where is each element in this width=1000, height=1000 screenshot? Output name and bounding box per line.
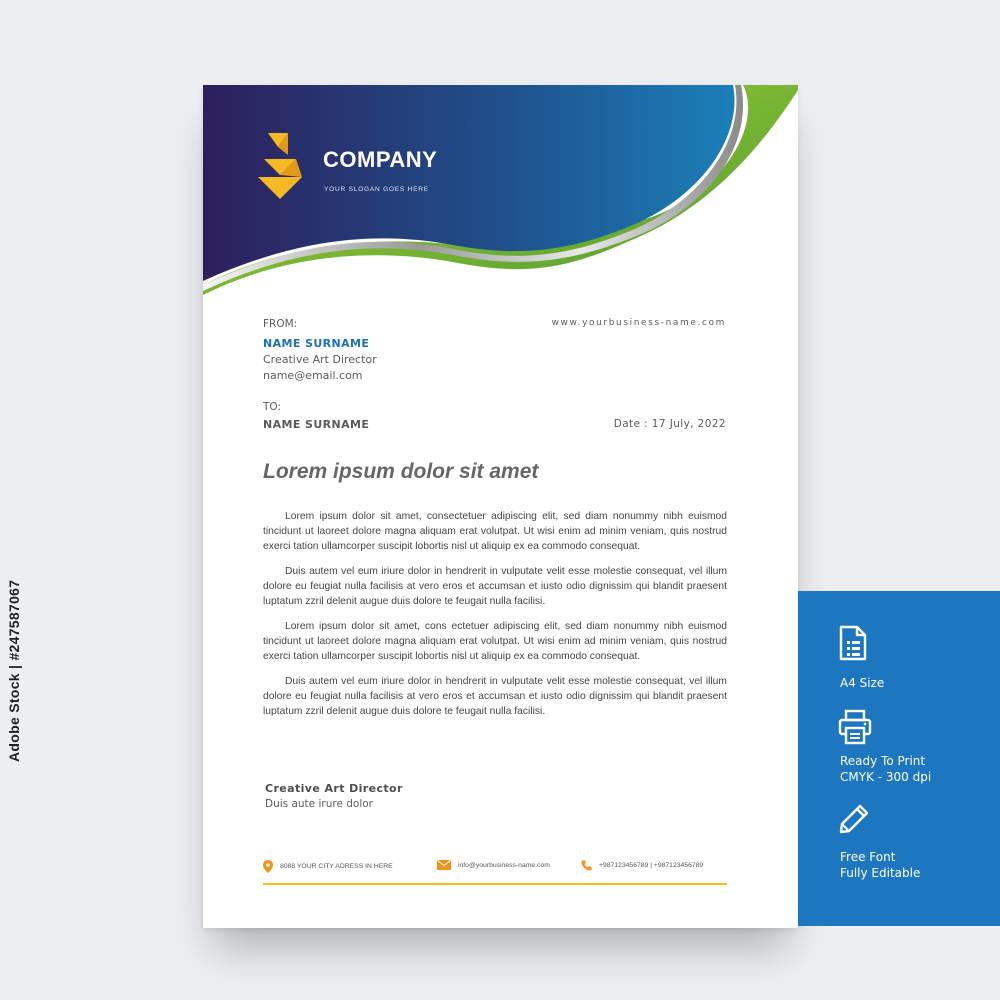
sender-name: NAME SURNAME — [263, 337, 370, 350]
sender-role: Creative Art Director — [263, 353, 377, 366]
feature-label: A4 Size — [840, 676, 885, 690]
feature-a4-size — [840, 675, 884, 691]
document-icon — [838, 625, 868, 661]
company-logo-icon — [258, 133, 304, 199]
signature-subtitle: Duis aute irure dolor — [265, 798, 373, 810]
company-slogan: YOUR SLOGAN GOES HERE — [324, 186, 429, 193]
letter-date: Date : 17 July, 2022 — [613, 418, 726, 430]
recipient-name: NAME SURNAME — [263, 418, 370, 431]
header-wave-banner — [203, 85, 798, 315]
feature-free-font — [840, 849, 920, 881]
body-paragraph: Duis autem vel eum iriure dolor in hendrerit in vulputate velit esse molestie consequat, vel illum dolore eu feugiat nulla facilisis at vero eros et accumsan et iusto odio dignissim qui blandit praesent luptatum zzril delenit augue duis dolore te feugait nulla facilisi. — [263, 566, 727, 607]
footer-phone — [581, 860, 703, 871]
feature-label: CMYK - 300 dpi — [840, 770, 932, 784]
feature-label: Ready To Print — [840, 754, 926, 768]
body-paragraph: Duis autem vel eum iriure dolor in hendrerit in vulputate velit esse molestie consequat, vel illum dolore eu feugiat nulla facilisis at vero eros et accumsan et iusto odio dignissim qui blandit praesent luptatum zzril delenit augue duis dolore te feugait nulla facilisi. — [263, 676, 727, 717]
company-name: COMPANY — [323, 147, 438, 172]
feature-label: Free Font — [840, 850, 896, 864]
sender-email: name@email.com — [263, 369, 363, 382]
signature-title: Creative Art Director — [265, 782, 403, 795]
phone-icon — [581, 860, 592, 871]
printer-icon — [838, 709, 872, 745]
envelope-icon — [437, 860, 451, 870]
website-url: www.yourbusiness-name.com — [551, 318, 726, 328]
body-paragraph: Lorem ipsum dolor sit amet, cons ectetuer adipiscing elit, sed diam nonummy nibh euismod tincidunt ut laoreet dolore magna aliquam erat volutpat. Ut wisi enim ad minim veniam, quis nostrud exerci tation ullamcorper suscipit lobortis nisl ut aliquip ex ea commodo consequat. — [263, 621, 727, 662]
letterhead-page — [203, 85, 798, 928]
footer-phone-text: +987123456789 | +987123456789 — [599, 862, 704, 869]
footer-address-text: 8088 YOUR CITY ADRESS IN HERE — [280, 863, 393, 870]
pencil-icon — [838, 803, 870, 835]
from-label: FROM: — [263, 318, 298, 330]
footer-email-text: info@yourbusiness-name.com — [458, 861, 550, 869]
stock-id-label: Adobe Stock | #247587067 — [6, 579, 22, 762]
footer-divider — [263, 883, 727, 885]
to-label: TO: — [263, 401, 282, 413]
feature-label: Fully Editable — [840, 866, 921, 880]
footer-email — [437, 860, 550, 870]
footer-address — [263, 860, 393, 873]
features-panel — [798, 591, 1000, 926]
location-pin-icon — [263, 860, 273, 873]
letter-heading: Lorem ipsum dolor sit amet — [263, 460, 539, 483]
feature-ready-to-print — [840, 753, 931, 785]
body-paragraph: Lorem ipsum dolor sit amet, consectetuer adipiscing elit, sed diam nonummy nibh euismod tincidunt ut laoreet dolore magna aliquam erat volutpat. Ut wisi enim ad minim veniam, quis nostrud exerci tation ullamcorper suscipit lobortis nisl ut aliquip ex ea commodo consequat. — [263, 511, 727, 552]
